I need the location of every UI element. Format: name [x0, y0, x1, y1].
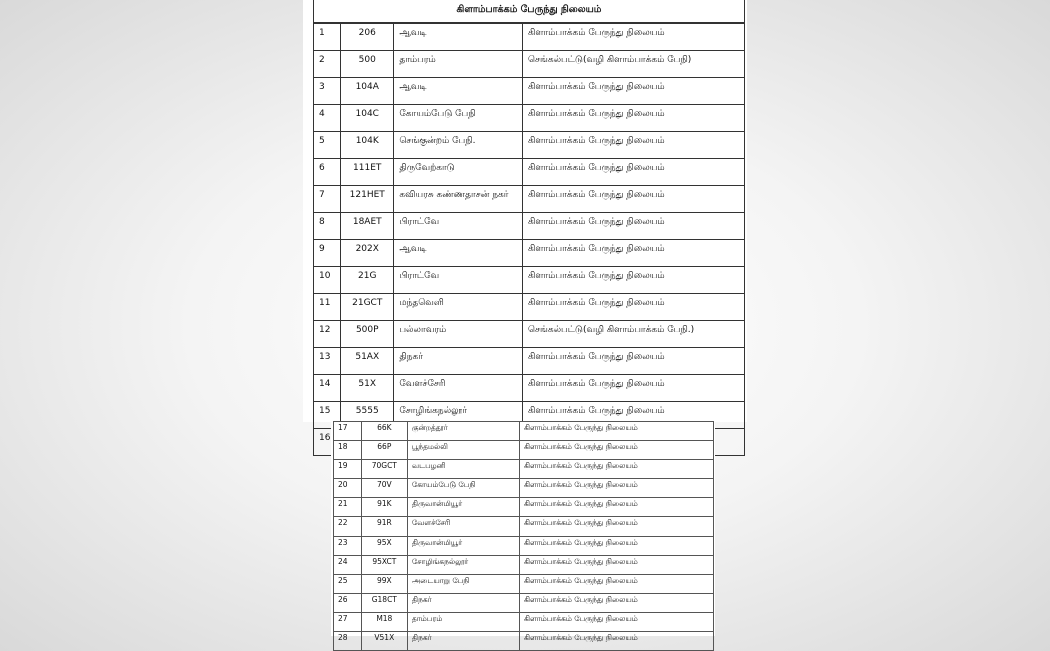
table-row [314, 186, 745, 213]
destination-cell: கிளாம்பாக்கம் பேருந்து நிலையம் [522, 294, 744, 321]
origin-cell: மந்தவெளி [394, 294, 523, 321]
table-row [314, 321, 745, 348]
destination-cell: கிளாம்பாக்கம் பேருந்து நிலையம் [522, 24, 744, 51]
serial-number-cell: 16 [314, 429, 341, 456]
route-number-cell: 95X [361, 536, 407, 555]
destination-cell: கிளாம்பாக்கம் பேருந்து நிலையம் [519, 422, 713, 441]
serial-number-cell: 11 [314, 294, 341, 321]
table-row [314, 375, 745, 402]
origin-cell: திநகர் [407, 632, 519, 651]
table-row [314, 78, 745, 105]
table-row [314, 348, 745, 375]
serial-number-cell: 10 [314, 267, 341, 294]
origin-cell: தாம்பரம் [394, 51, 523, 78]
table-row [314, 159, 745, 186]
serial-number-cell: 28 [334, 632, 362, 651]
destination-cell: கிளாம்பாக்கம் பேருந்து நிலையம் [519, 441, 713, 460]
route-number-cell: 91R [361, 517, 407, 536]
route-number-cell: 21G [341, 267, 394, 294]
route-table-top [313, 23, 745, 456]
table-row [334, 555, 714, 574]
table-row [314, 132, 745, 159]
route-number-cell: 104K [341, 132, 394, 159]
route-number-cell: 70V [361, 479, 407, 498]
route-number-cell: 51AX [341, 348, 394, 375]
serial-number-cell: 23 [334, 536, 362, 555]
route-number-cell: 206 [341, 24, 394, 51]
route-table-top-body [314, 24, 745, 456]
origin-cell: பல்லாவரம் [394, 321, 523, 348]
serial-number-cell: 24 [334, 555, 362, 574]
route-number-cell: 95XCT [361, 555, 407, 574]
origin-cell: கவியரசு கண்ணதாசன் நகர் [394, 186, 523, 213]
serial-number-cell: 1 [314, 24, 341, 51]
table-row [334, 441, 714, 460]
route-number-cell: G18CT [361, 593, 407, 612]
serial-number-cell: 12 [314, 321, 341, 348]
destination-cell: கிளாம்பாக்கம் பேருந்து நிலையம் [522, 213, 744, 240]
destination-cell: கிளாம்பாக்கம் பேருந்து நிலையம் [522, 375, 744, 402]
serial-number-cell: 25 [334, 574, 362, 593]
table-row [314, 105, 745, 132]
serial-number-cell: 14 [314, 375, 341, 402]
table-row [334, 460, 714, 479]
destination-cell: கிளாம்பாக்கம் பேருந்து நிலையம் [522, 402, 744, 429]
origin-cell: பிராட்வே [394, 213, 523, 240]
origin-cell: பிராட்வே [394, 267, 523, 294]
route-number-cell: 202X [341, 240, 394, 267]
destination-cell: கிளாம்பாக்கம் பேருந்து நிலையம் [519, 517, 713, 536]
serial-number-cell: 13 [314, 348, 341, 375]
table-row [334, 517, 714, 536]
destination-cell: கிளாம்பாக்கம் பேருந்து நிலையம் [519, 632, 713, 651]
origin-cell: சோழிங்கநல்லூர் [407, 555, 519, 574]
destination-cell: கிளாம்பாக்கம் பேருந்து நிலையம் [522, 159, 744, 186]
destination-cell: கிளாம்பாக்கம் பேருந்து நிலையம் [522, 105, 744, 132]
origin-cell: தாம்பரம் [407, 612, 519, 631]
route-number-cell: 5555 [341, 402, 394, 429]
destination-cell: கிளாம்பாக்கம் பேருந்து நிலையம் [519, 593, 713, 612]
destination-cell: கிளாம்பாக்கம் பேருந்து நிலையம் [522, 267, 744, 294]
origin-cell: செங்குன்றம் பேநி. [394, 132, 523, 159]
serial-number-cell: 17 [334, 422, 362, 441]
origin-cell: திருவான்மியூர் [407, 498, 519, 517]
destination-cell: கிளாம்பாக்கம் பேருந்து நிலையம் [522, 348, 744, 375]
destination-cell: செங்கல்பட்டு(வழி கிளாம்பாக்கம் பேநி) [522, 51, 744, 78]
origin-cell: வடபழனி [407, 460, 519, 479]
destination-cell: கிளாம்பாக்கம் பேருந்து நிலையம் [522, 240, 744, 267]
origin-cell: கோயம்பேடு பேநி [394, 105, 523, 132]
route-number-cell: 91K [361, 498, 407, 517]
table-row [314, 294, 745, 321]
destination-cell: கிளாம்பாக்கம் பேருந்து நிலையம் [519, 460, 713, 479]
origin-cell: ஆவடி [394, 24, 523, 51]
origin-cell: கோயம்பேடு பேநி [407, 479, 519, 498]
serial-number-cell: 6 [314, 159, 341, 186]
origin-cell: சோழிங்கநல்லூர் [394, 402, 523, 429]
origin-cell: திநகர் [407, 593, 519, 612]
route-number-cell: 111ET [341, 159, 394, 186]
table-row [334, 536, 714, 555]
destination-cell: கிளாம்பாக்கம் பேருந்து நிலையம் [519, 612, 713, 631]
table-row [334, 479, 714, 498]
origin-cell: குன்றத்தூர் [407, 422, 519, 441]
origin-cell: அடையாறு பேநி [407, 574, 519, 593]
origin-cell: வேளச்சேரி [407, 517, 519, 536]
route-table-bottom-body [334, 422, 714, 651]
document-page-bottom [331, 421, 715, 643]
origin-cell: திருவான்மியூர் [407, 536, 519, 555]
table-row [334, 574, 714, 593]
serial-number-cell: 8 [314, 213, 341, 240]
serial-number-cell: 15 [314, 402, 341, 429]
route-number-cell: 51X [341, 375, 394, 402]
serial-number-cell: 19 [334, 460, 362, 479]
route-number-cell: 21GCT [341, 294, 394, 321]
route-number-cell: 500 [341, 51, 394, 78]
origin-cell: வேளச்சேரி [394, 375, 523, 402]
origin-cell: திநகர் [394, 348, 523, 375]
origin-cell: ஆவடி [394, 240, 523, 267]
serial-number-cell: 2 [314, 51, 341, 78]
destination-cell: கிளாம்பாக்கம் பேருந்து நிலையம் [519, 574, 713, 593]
route-number-cell: 66K [361, 422, 407, 441]
table-row [314, 240, 745, 267]
destination-cell: கிளாம்பாக்கம் பேருந்து நிலையம் [522, 132, 744, 159]
destination-cell: செங்கல்பட்டு(வழி கிளாம்பாக்கம் பேநி.) [522, 321, 744, 348]
route-number-cell: 70GCT [361, 460, 407, 479]
route-number-cell: 500P [341, 321, 394, 348]
table-row [334, 632, 714, 651]
destination-cell: கிளாம்பாக்கம் பேருந்து நிலையம் [519, 536, 713, 555]
destination-cell: கிளாம்பாக்கம் பேருந்து நிலையம் [519, 498, 713, 517]
route-number-cell: 121HET [341, 186, 394, 213]
origin-cell: திருவேற்காடு [394, 159, 523, 186]
destination-cell: கிளாம்பாக்கம் பேருந்து நிலையம் [519, 555, 713, 574]
route-table-bottom [333, 421, 714, 651]
serial-number-cell: 26 [334, 593, 362, 612]
route-number-cell: 18AET [341, 213, 394, 240]
route-number-cell: 104A [341, 78, 394, 105]
table-row [314, 24, 745, 51]
serial-number-cell: 20 [334, 479, 362, 498]
route-number-cell: V51X [361, 632, 407, 651]
origin-cell: ஆவடி [394, 78, 523, 105]
destination-cell: கிளாம்பாக்கம் பேருந்து நிலையம் [522, 186, 744, 213]
serial-number-cell: 18 [334, 441, 362, 460]
table-row [314, 267, 745, 294]
serial-number-cell: 21 [334, 498, 362, 517]
table-row [314, 51, 745, 78]
destination-cell: கிளாம்பாக்கம் பேருந்து நிலையம் [522, 78, 744, 105]
table-row [334, 593, 714, 612]
serial-number-cell: 7 [314, 186, 341, 213]
serial-number-cell: 4 [314, 105, 341, 132]
table-row [314, 213, 745, 240]
table-row [334, 498, 714, 517]
route-number-cell: 66P [361, 441, 407, 460]
serial-number-cell: 5 [314, 132, 341, 159]
table-row [334, 612, 714, 631]
document-title: கிளாம்பாக்கம் பேருந்து நிலையம் [313, 0, 745, 23]
route-number-cell: 99X [361, 574, 407, 593]
destination-cell: கிளாம்பாக்கம் பேருந்து நிலையம் [519, 479, 713, 498]
table-row [334, 422, 714, 441]
origin-cell: பூந்தமல்லி [407, 441, 519, 460]
serial-number-cell: 22 [334, 517, 362, 536]
route-number-cell: 104C [341, 105, 394, 132]
serial-number-cell: 3 [314, 78, 341, 105]
serial-number-cell: 9 [314, 240, 341, 267]
route-number-cell: M18 [361, 612, 407, 631]
serial-number-cell: 27 [334, 612, 362, 631]
